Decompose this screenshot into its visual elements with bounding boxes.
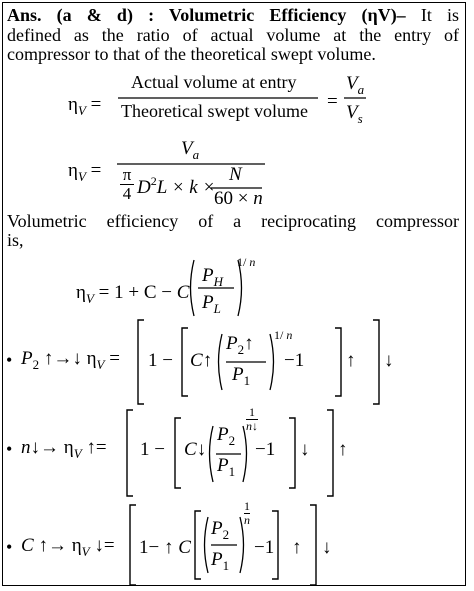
bullet-1-c-up: C↑ [190,350,213,371]
bullet-1-p1: $P_1$ [232,364,251,388]
eq2-numerator: $V_a$ [181,138,200,162]
eq1-equals: = [327,91,338,112]
eq3-ph: $P_H$ [202,265,223,289]
bullet-1-up-arrow: ↑ [346,350,356,371]
bullet-2-lhs: n↓→ $\eta_V$ ↑= [21,437,107,461]
eq3-exponent: 1/ n [237,255,256,269]
intro-text-1: It is [420,5,459,25]
bullet-3-p2: $P_2$ [211,518,230,542]
bullet-3-lhs: C ↑→ $\eta_V$ ↓= [21,535,115,559]
bullet-2-one-minus: 1 − [140,439,165,460]
bullet-1-minus-one: −1 [284,350,305,371]
bullet-2-minus-one: −1 [255,439,276,460]
bullet-3-p1: $P_1$ [211,549,230,573]
eq1-vs: $V_s$ [346,102,363,126]
bullet-3-exponent: 1 n [244,499,250,527]
bullet-2-p2: $P_2$ [217,424,236,448]
bullet-3-minus-one: −1 [254,537,275,558]
bullet-2-dot: • [6,439,13,459]
bullet-3-one-minus: 1− ↑ C [139,537,191,558]
eq2-denominator-mid: $D^2L \times k$ × [137,174,216,198]
eq1-fraction-bar [118,97,318,99]
bullet-1-one-minus: 1 − [148,350,173,371]
eq1-va: $V_a$ [346,73,365,97]
eq1-numerator: Actual volume at entry [131,72,297,92]
bullet-2-up-arrow: ↑ [338,439,348,460]
eq2-60n: 60 × n [214,188,263,209]
bullet-3-down-arrow: ↓ [322,537,332,558]
bullet-1-dot: • [6,350,13,370]
bullet-2-down-arrow: ↓ [300,439,310,460]
eq2-pi-over-4: π 4 [120,166,134,203]
eq2-n: N [229,164,242,185]
eq2-fraction-bar [117,163,265,165]
bullet-1-p2-up: $P_2↑$ [226,333,254,357]
answer-heading: Ans. (a & d) : Volumetric Efficiency (ηV)– [7,5,406,25]
bullet-3-dot: • [6,537,13,557]
bullet-2-exponent: 1 n↓ [246,405,258,433]
bullet-2-c-down: C↓ [184,439,207,460]
eq2-lhs: $\eta_V$ = [68,160,102,184]
bullet-1-exponent: 1/ n [274,328,293,342]
eq1-fraction-bar-2 [344,97,366,99]
bullet-3-up-arrow: ↑ [292,537,302,558]
eq3-lhs: $\eta_V = 1 + C - C$ [76,282,190,306]
para2-line-1: Volumetric efficiency of a reciprocating compressor [7,211,459,231]
bullet-1-down-arrow: ↓ [384,350,394,371]
bullet-2-p1: $P_1$ [217,455,236,479]
intro-line-1 [7,6,459,25]
para2-line-2: is, [7,230,24,250]
eq1-lhs: $\eta_V$ = [68,94,102,118]
intro-line-2: defined as the ratio of actual volume at the entry of [7,25,459,45]
eq1-denominator: Theoretical swept volume [121,101,308,121]
intro-line-3: compressor to that of the theoretical swept volume. [7,44,376,64]
bullet-1-lhs: $P_2$ ↑→↓ $\eta_V$ = [21,348,120,372]
eq3-pl: $P_L$ [202,292,221,316]
